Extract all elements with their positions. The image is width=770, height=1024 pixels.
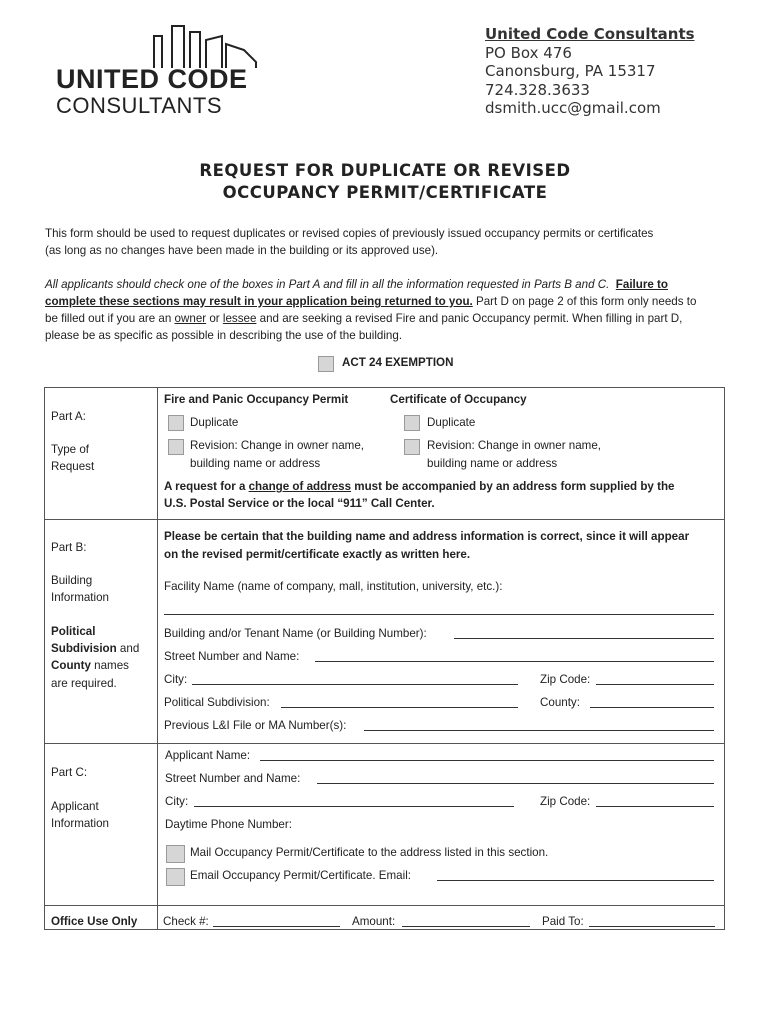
- applicant-street-label: Street Number and Name:: [165, 772, 301, 785]
- row-divider-b-c: [44, 743, 725, 744]
- part-b-sub2: Information: [51, 591, 109, 604]
- row-divider-c-office: [44, 905, 725, 906]
- applicant-street-field[interactable]: [317, 783, 714, 784]
- row-divider-a-b: [44, 519, 725, 520]
- political-subdivision-field[interactable]: [281, 707, 518, 708]
- paid-to-label: Paid To:: [542, 915, 584, 928]
- instructions-text: or: [206, 312, 223, 325]
- instructions-part-d: Part D on page 2 of this form only needs to: [472, 295, 697, 308]
- city-field[interactable]: [192, 684, 518, 685]
- po-box: PO Box 476: [485, 43, 572, 62]
- part-a-sub1: Type of: [51, 443, 90, 456]
- facility-name-field[interactable]: [164, 614, 714, 615]
- instructions-text: and are seeking a revised Fire and panic Occupancy permit. When filling in part D,: [256, 312, 683, 325]
- co-revision-line1: Revision: Change in owner name,: [427, 439, 602, 452]
- co-duplicate-checkbox[interactable]: [404, 415, 420, 431]
- part-c-sub1: Applicant: [51, 800, 99, 813]
- check-number-field[interactable]: [213, 926, 340, 927]
- county-label: County:: [540, 696, 580, 709]
- certificate-occupancy-heading: Certificate of Occupancy: [390, 393, 527, 406]
- required-text: names: [90, 659, 129, 672]
- mail-permit-label: Mail Occupancy Permit/Certificate to the address listed in this section.: [190, 846, 549, 859]
- form-title-line2: OCCUPANCY PERMIT/CERTIFICATE: [222, 183, 548, 202]
- change-of-address-emphasis: change of address: [248, 480, 352, 493]
- change-address-note-line1: [164, 480, 674, 493]
- co-duplicate-label: Duplicate: [427, 416, 476, 429]
- part-b-sub1: Building: [51, 574, 93, 587]
- political-subdivision-label: Political Subdivision:: [164, 696, 270, 709]
- fire-panic-duplicate-checkbox[interactable]: [168, 415, 184, 431]
- required-note-1: Political: [51, 625, 96, 638]
- note-text: A request for a: [164, 480, 249, 493]
- instructions-text: be filled out if you are an: [45, 312, 175, 325]
- instructions-warning-1: Failure to: [615, 278, 668, 291]
- daytime-phone-label: Daytime Phone Number:: [165, 818, 292, 831]
- city-label: City:: [164, 673, 188, 686]
- applicant-city-field[interactable]: [194, 806, 514, 807]
- fire-panic-revision-line2: building name or address: [190, 457, 321, 470]
- fire-panic-revision-checkbox[interactable]: [168, 439, 184, 455]
- applicant-name-field[interactable]: [260, 760, 714, 761]
- fire-panic-heading: Fire and Panic Occupancy Permit: [164, 393, 349, 406]
- lessee-word: lessee: [222, 312, 257, 325]
- change-address-note-line2: U.S. Postal Service or the local “911” Call Center.: [164, 497, 435, 510]
- act24-exemption-checkbox[interactable]: [318, 356, 334, 372]
- part-a-label: Part A:: [51, 410, 86, 423]
- previous-file-field[interactable]: [364, 730, 714, 731]
- required-note-4: are required.: [51, 677, 117, 690]
- county-word: County: [51, 659, 91, 672]
- required-text: and: [116, 642, 140, 655]
- subdivision-word: Subdivision: [51, 642, 117, 655]
- amount-label: Amount:: [352, 915, 396, 928]
- street-label: Street Number and Name:: [164, 650, 300, 663]
- instructions-italic: All applicants should check one of the boxes in Part A and fill in all the information requested in Parts B and C.: [45, 278, 610, 291]
- intro-paragraph: [45, 225, 725, 259]
- previous-file-label: Previous L&I File or MA Number(s):: [164, 719, 347, 732]
- instructions-paragraph: [45, 276, 725, 344]
- applicant-zip-field[interactable]: [596, 806, 714, 807]
- part-b-label: Part B:: [51, 541, 87, 554]
- act24-exemption-label: ACT 24 EXEMPTION: [342, 356, 454, 369]
- instructions-warning-2: complete these sections may result in your application being returned to you.: [45, 295, 473, 308]
- form-title-line1: REQUEST FOR DUPLICATE OR REVISED: [199, 161, 571, 180]
- fire-panic-revision-line1: Revision: Change in owner name,: [190, 439, 365, 452]
- contact-block: [485, 25, 695, 118]
- fire-panic-duplicate-label: Duplicate: [190, 416, 239, 429]
- phone-number: 724.328.3633: [485, 80, 590, 99]
- part-b-notice-line1: Please be certain that the building name and address information is correct, since it will appear: [164, 530, 690, 543]
- part-a-sub2: Request: [51, 460, 95, 473]
- city-state-zip: Canonsburg, PA 15317: [485, 62, 656, 80]
- part-b-notice-line2: on the revised permit/certificate exactly as written here.: [164, 548, 471, 561]
- applicant-name-label: Applicant Name:: [165, 749, 251, 762]
- part-c-label: Part C:: [51, 766, 88, 779]
- email-address: dsmith.ucc@gmail.com: [485, 99, 661, 117]
- building-tenant-field[interactable]: [454, 638, 714, 639]
- building-tenant-label: Building and/or Tenant Name (or Building Number):: [164, 627, 427, 640]
- paid-to-field[interactable]: [589, 926, 715, 927]
- part-c-sub2: Information: [51, 817, 109, 830]
- applicant-city-label: City:: [165, 795, 189, 808]
- required-note-2: [51, 642, 139, 655]
- zip-field[interactable]: [596, 684, 714, 685]
- note-text: must be accompanied by an address form supplied by the: [351, 480, 675, 493]
- logo-text-consultants: CONSULTANTS: [56, 93, 223, 118]
- logo-text-united-code: UNITED CODE: [56, 64, 248, 94]
- mail-permit-checkbox[interactable]: [166, 845, 185, 863]
- column-divider: [157, 387, 158, 930]
- county-field[interactable]: [590, 707, 714, 708]
- instructions-last-line: please be as specific as possible in describing the use of the building.: [45, 329, 403, 342]
- intro-line1: This form should be used to request duplicates or revised copies of previously issued occupancy permits or certificates: [45, 227, 654, 240]
- facility-name-label: Facility Name (name of company, mall, institution, university, etc.):: [164, 580, 503, 593]
- intro-line2: (as long as no changes have been made in the building or its approved use).: [45, 244, 439, 257]
- email-permit-label: Email Occupancy Permit/Certificate. Email:: [190, 869, 411, 882]
- required-note-3: [51, 659, 129, 672]
- co-revision-line2: building name or address: [427, 457, 558, 470]
- amount-field[interactable]: [402, 926, 530, 927]
- street-field[interactable]: [315, 661, 714, 662]
- email-field[interactable]: [437, 880, 714, 881]
- email-permit-checkbox[interactable]: [166, 868, 185, 886]
- company-name: United Code Consultants: [485, 25, 695, 43]
- check-number-label: Check #:: [163, 915, 209, 928]
- applicant-zip-label: Zip Code:: [540, 795, 591, 808]
- logo-buildings-graphic: [150, 22, 262, 70]
- co-revision-checkbox[interactable]: [404, 439, 420, 455]
- owner-word: owner: [174, 312, 207, 325]
- zip-label: Zip Code:: [540, 673, 591, 686]
- form-title: [0, 160, 770, 204]
- office-use-label: Office Use Only: [51, 915, 138, 928]
